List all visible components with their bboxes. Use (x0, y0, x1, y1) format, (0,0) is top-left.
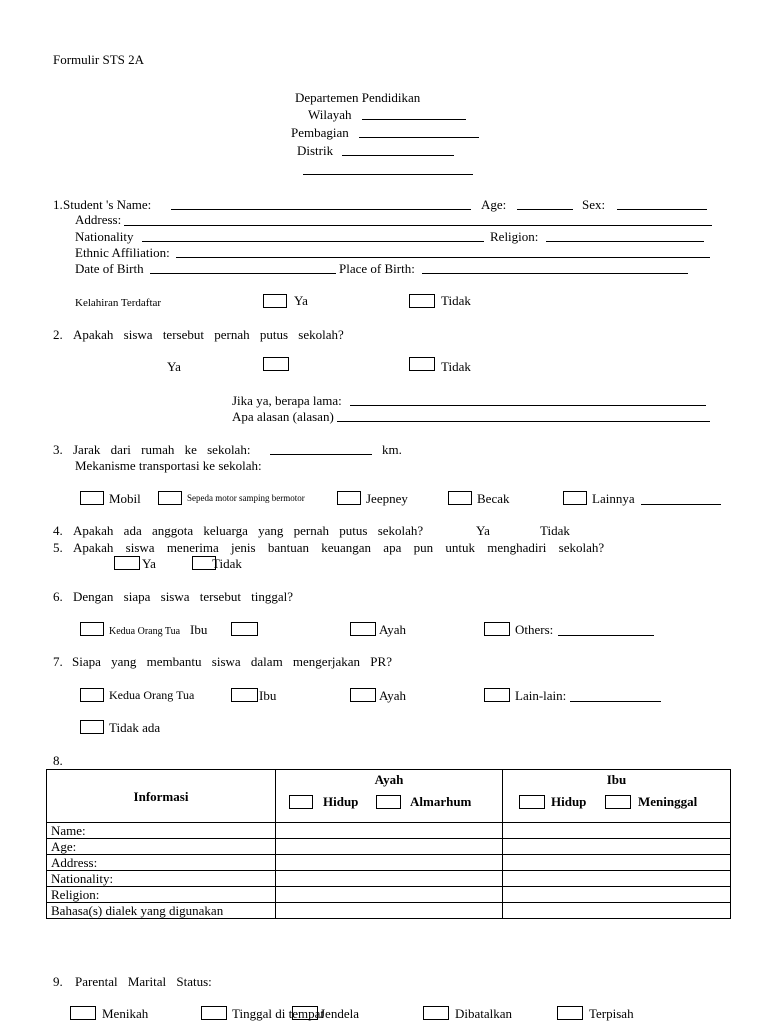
q2-question: Apakah siswa tersebut pernah putus sekolah? (73, 327, 344, 342)
father-deceased-checkbox[interactable] (376, 795, 401, 809)
q7-others-label: Lain-lain: (515, 688, 567, 703)
q2-no-label: Tidak (441, 359, 471, 374)
row-label: Age: (47, 839, 276, 855)
separated-checkbox[interactable] (557, 1006, 583, 1020)
q6-mother-checkbox[interactable] (231, 622, 258, 636)
transport-car-checkbox[interactable] (80, 491, 104, 505)
mother-header: Ibu (606, 772, 627, 787)
distance-field[interactable] (270, 454, 372, 455)
ethnic-label: Ethnic Affiliation: (75, 245, 170, 260)
q9-question: Parental Marital Status: (75, 974, 212, 989)
birth-registered-yes-label: Ya (294, 293, 308, 308)
married-checkbox[interactable] (70, 1006, 96, 1020)
transport-motorcycle-checkbox[interactable] (158, 491, 182, 505)
q2-yes-label: Ya (167, 359, 181, 374)
annulled-label: Dibatalkan (455, 1006, 513, 1021)
how-long-label: Jika ya, berapa lama: (232, 393, 342, 408)
how-long-field[interactable] (350, 405, 706, 406)
q6-mother-label: Ibu (190, 622, 208, 637)
age-label: Age: (481, 197, 507, 212)
mother-alive-checkbox[interactable] (519, 795, 545, 809)
q4-yes-option[interactable]: Ya (476, 523, 490, 538)
q7-others-checkbox[interactable] (484, 688, 510, 702)
q5-no-label: Tidak (212, 556, 242, 571)
q4-number: 4. (53, 523, 63, 538)
father-alive-label: Hidup (323, 794, 359, 809)
student-name-label: Student 's Name: (63, 197, 152, 212)
q5-yes-label: Ya (142, 556, 156, 571)
table-row (47, 887, 731, 903)
mother-deceased-label: Meninggal (638, 794, 698, 809)
q7-mother-label: Ibu (259, 688, 277, 703)
mother-value-cell[interactable] (503, 823, 731, 839)
division-field[interactable] (359, 137, 479, 138)
transport-label: Mekanisme transportasi ke sekolah: (75, 458, 262, 473)
dob-field[interactable] (150, 273, 336, 274)
table-row (47, 855, 731, 871)
q6-both-parents-label: Kedua Orang Tua (109, 626, 181, 637)
q6-others-checkbox[interactable] (484, 622, 510, 636)
row-label: Religion: (47, 887, 276, 903)
transport-other-checkbox[interactable] (563, 491, 587, 505)
q6-father-checkbox[interactable] (350, 622, 376, 636)
mother-value-cell[interactable] (503, 903, 731, 919)
father-header: Ayah (374, 772, 404, 787)
reason-field[interactable] (337, 421, 710, 422)
department-title: Departemen Pendidikan (295, 90, 421, 105)
transport-other-label: Lainnya (592, 491, 635, 506)
transport-becak-checkbox[interactable] (448, 491, 472, 505)
age-field[interactable] (517, 209, 573, 210)
q2-yes-checkbox[interactable] (263, 357, 289, 371)
mother-value-cell[interactable] (503, 839, 731, 855)
mother-header-cell (503, 770, 731, 823)
address-field[interactable] (124, 225, 712, 226)
q4-question: Apakah ada anggota keluarga yang pernah putus sekolah? (73, 523, 424, 538)
q5-question: Apakah siswa menerima jenis bantuan keuangan apa pun untuk menghadiri sekolah? (73, 540, 605, 555)
parent-info-table (46, 769, 731, 919)
q9-number: 9. (53, 974, 63, 989)
religion-label: Religion: (490, 229, 539, 244)
annulled-checkbox[interactable] (423, 1006, 449, 1020)
widowed-label: Jendela (320, 1006, 359, 1021)
father-value-cell[interactable] (276, 855, 503, 871)
reason-label: Apa alasan (alasan) (232, 409, 334, 424)
q6-question: Dengan siapa siswa tersebut tinggal? (73, 589, 294, 604)
table-row (47, 871, 731, 887)
q6-others-field[interactable] (558, 635, 654, 636)
transport-becak-label: Becak (477, 491, 510, 506)
info-header-text: Informasi (133, 788, 189, 804)
living-together-label: Tinggal di tempat (232, 1006, 324, 1021)
q5-yes-checkbox[interactable] (114, 556, 140, 570)
mother-value-cell[interactable] (503, 887, 731, 903)
living-together-checkbox[interactable] (201, 1006, 227, 1020)
q1-number: 1. (53, 197, 63, 212)
birth-registered-no-label: Tidak (441, 293, 471, 308)
q7-both-parents-label: Kedua Orang Tua (109, 688, 195, 702)
q3-question: Jarak dari rumah ke sekolah: (73, 442, 251, 457)
row-label: Bahasa(s) dialek yang digunakan (47, 903, 276, 919)
q7-none-label: Tidak ada (109, 720, 161, 735)
q7-father-label: Ayah (379, 688, 406, 703)
q7-mother-checkbox[interactable] (231, 688, 258, 702)
sex-field[interactable] (617, 209, 707, 210)
row-label: Name: (47, 823, 276, 839)
dob-label: Date of Birth (75, 261, 144, 276)
q7-father-checkbox[interactable] (350, 688, 376, 702)
mother-value-cell[interactable] (503, 855, 731, 871)
mother-deceased-checkbox[interactable] (605, 795, 631, 809)
father-header-cell (276, 770, 503, 823)
q2-number: 2. (53, 327, 63, 342)
info-header (47, 770, 276, 823)
father-value-cell[interactable] (276, 871, 503, 887)
father-value-cell[interactable] (276, 823, 503, 839)
nationality-label: Nationality (75, 229, 134, 244)
q6-father-label: Ayah (379, 622, 406, 637)
sex-label: Sex: (582, 197, 606, 212)
address-label: Address: (75, 212, 122, 227)
table-row (47, 903, 731, 919)
q6-both-parents-checkbox[interactable] (80, 622, 104, 636)
district-label: Distrik (297, 143, 334, 158)
father-value-cell[interactable] (276, 839, 503, 855)
transport-car-label: Mobil (109, 491, 141, 506)
transport-jeepney-checkbox[interactable] (337, 491, 361, 505)
married-label: Menikah (102, 1006, 149, 1021)
birth-registered-label: Kelahiran Terdaftar (75, 297, 162, 309)
region-label: Wilayah (308, 107, 352, 122)
nationality-field[interactable] (142, 241, 484, 242)
widowed-checkbox[interactable] (292, 1006, 318, 1020)
father-value-cell[interactable] (276, 887, 503, 903)
division-label: Pembagian (291, 125, 349, 140)
ethnic-field[interactable] (176, 257, 710, 258)
q7-number: 7. (53, 654, 63, 669)
transport-other-field[interactable] (641, 504, 721, 505)
father-deceased-label: Almarhum (410, 794, 472, 809)
extra-header-field[interactable] (303, 174, 473, 175)
q7-others-field[interactable] (570, 701, 661, 702)
q7-none-checkbox[interactable] (80, 720, 104, 734)
q7-question: Siapa yang membantu siswa dalam mengerjakan PR? (72, 654, 392, 669)
birth-registered-yes-checkbox[interactable] (263, 294, 287, 308)
father-value-cell[interactable] (276, 903, 503, 919)
pob-field[interactable] (422, 273, 688, 274)
table-row (47, 839, 731, 855)
row-label: Address: (47, 855, 276, 871)
mother-value-cell[interactable] (503, 871, 731, 887)
q3-number: 3. (53, 442, 63, 457)
q8-number: 8. (53, 753, 63, 768)
q7-both-parents-checkbox[interactable] (80, 688, 104, 702)
q4-no-option[interactable]: Tidak (540, 523, 570, 538)
father-alive-checkbox[interactable] (289, 795, 313, 809)
separated-label: Terpisah (589, 1006, 634, 1021)
transport-jeepney-label: Jeepney (366, 491, 408, 506)
q6-others-label: Others: (515, 622, 554, 637)
birth-registered-no-checkbox[interactable] (409, 294, 435, 308)
pob-label: Place of Birth: (339, 261, 415, 276)
form-code: Formulir STS 2A (53, 52, 145, 67)
district-field[interactable] (342, 155, 454, 156)
distance-unit: km. (382, 442, 402, 457)
table-row (47, 823, 731, 839)
student-name-field[interactable] (171, 209, 471, 210)
q6-number: 6. (53, 589, 63, 604)
q2-no-checkbox[interactable] (409, 357, 435, 371)
mother-alive-label: Hidup (551, 794, 587, 809)
religion-field[interactable] (546, 241, 704, 242)
row-label: Nationality: (47, 871, 276, 887)
transport-motorcycle-label: Sepeda motor samping bermotor (187, 493, 305, 503)
q5-number: 5. (53, 540, 63, 555)
region-field[interactable] (362, 119, 466, 120)
